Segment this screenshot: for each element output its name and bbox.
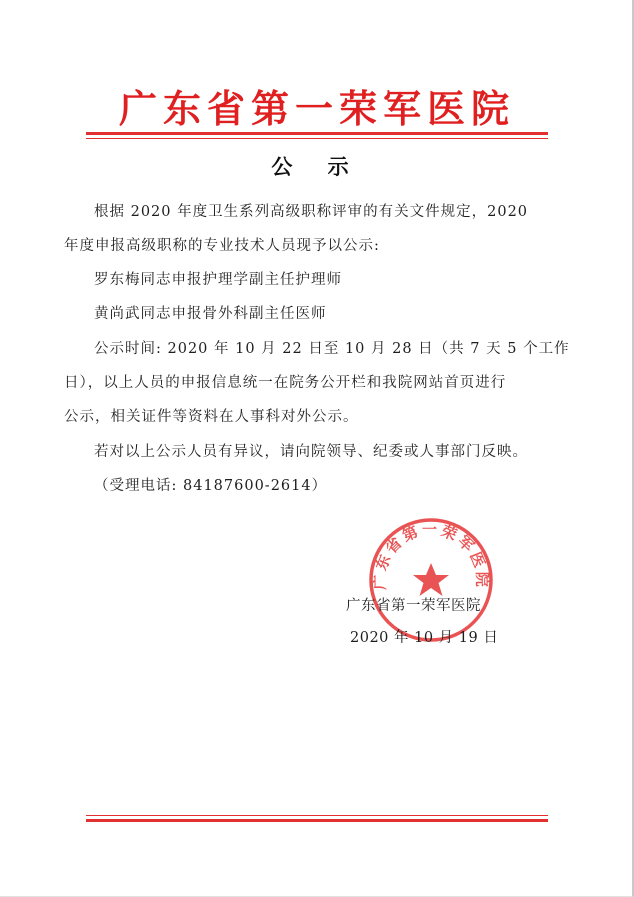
notice-title: 公 示 <box>271 154 363 179</box>
signature-date: 2020 年 10 月 19 日 <box>350 630 499 646</box>
seal-star-icon <box>413 563 449 596</box>
header-rule-thin <box>86 138 548 139</box>
applicant-line: 黄尚武同志申报骨外科副主任医师 <box>94 306 327 322</box>
footer-rule-thin <box>86 815 548 816</box>
contact-phone-line: （受理电话: 84187600-2614） <box>94 478 328 494</box>
paragraph-line: 年度申报高级职称的专业技术人员现予以公示: <box>64 238 380 254</box>
footer-rule-thick <box>86 819 548 822</box>
signature-organization: 广东省第一荣军医院 <box>346 598 481 614</box>
document-header-title: 广东省第一荣军医院 <box>118 86 515 131</box>
paragraph-line: 根据 2020 年度卫生系列高级职称评审的有关文件规定，2020 <box>94 204 529 220</box>
paragraph-line: 公示，相关证件等资料在人事科对外公示。 <box>64 409 359 425</box>
paragraph-line: 若对以上公示人员有异议，请向院领导、纪委或人事部门反映。 <box>94 444 528 460</box>
seal-text: 广东省第一荣军医院 <box>370 520 492 590</box>
paragraph-line: 公示时间: 2020 年 10 月 22 日至 10 月 28 日（共 7 天 5 个工作 <box>94 341 570 357</box>
applicant-line: 罗东梅同志申报护理学副主任护理师 <box>94 272 342 288</box>
header-rule-thick <box>86 132 548 135</box>
paragraph-line: 日），以上人员的申报信息统一在院务公开栏和我院网站首页进行 <box>64 375 507 391</box>
